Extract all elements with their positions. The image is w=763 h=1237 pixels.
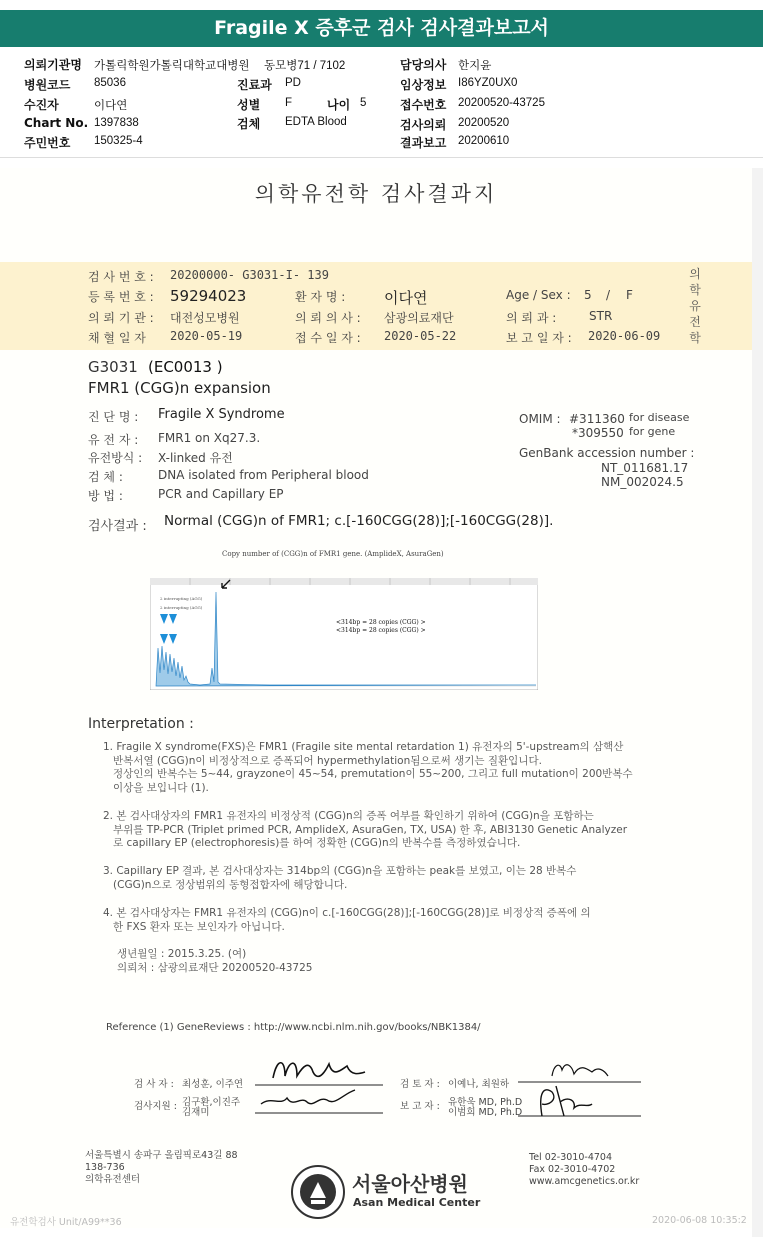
genbank1: NT_011681.17 [601, 461, 689, 475]
label-patient: 수진자 [24, 98, 59, 112]
label-clinical: 임상정보 [400, 78, 447, 92]
interrupt-label-2: 2 interrupting (AGG) [160, 605, 203, 610]
value-ward: 동모병71 / 7102 [264, 60, 346, 72]
label-age: 나이 [327, 98, 351, 112]
test-name: FMR1 (CGG)n expansion [88, 379, 271, 397]
document-title: 의학유전학 검사결과지 [254, 182, 498, 206]
tester2-label: 검사지원 : [134, 1101, 177, 1112]
age-value: 5 [584, 288, 592, 302]
electropherogram [150, 578, 538, 690]
reviewer-label: 검 토 자 : [400, 1079, 440, 1090]
value-request: 20200520 [458, 117, 510, 129]
label-rrn: 주민번호 [24, 136, 71, 150]
method-label: 방 법 : [88, 489, 123, 503]
tester2-names: 김구환,이진주 김재미 [182, 1097, 241, 1118]
hospital-logo [290, 1164, 346, 1220]
value-receipt: 20200520-43725 [458, 97, 545, 109]
chart-ruler [150, 578, 538, 585]
test-no-label: 검 사 번 호 : [88, 270, 154, 284]
interp-2: 2. 본 검사대상자의 FMR1 유전자의 비정상적 (CGG)n의 증폭 여부를 확인하기 위하여 (CGG)n을 포함하는 부위를 TP-PCR (Triplet primed PCR, AmplideX, AsuraGen, TX, USA) 한 후, ABI3130 Genetic Analyzer 로 capillary EP (electrophoresis)를 하여 정확한 (CGG)n의 반복수를 측정하였습니다. [103, 810, 628, 849]
label-dept: 진료과 [237, 78, 272, 92]
agesex-label: Age / Sex : [506, 288, 571, 302]
tester-names: 최성훈, 이주연 [182, 1079, 244, 1090]
footer-left: 유전학검사 Unit/A99**36 [10, 1217, 122, 1228]
interp-4: 4. 본 검사대상자는 FMR1 유전자의 (CGG)n이 c.[-160CGG(28)];[-160CGG(28)]로 비정상적 증폭에 의 한 FXS 환자 또는 보인자가 아닙니다. [103, 907, 591, 933]
result-value: Normal (CGG)n of FMR1; c.[-160CGG(28)];[-160CGG(28)]. [164, 513, 554, 529]
dx-value: Fragile X Syndrome [158, 407, 285, 422]
value-age: 5 [360, 97, 367, 109]
label-chart-no: Chart No. [24, 116, 89, 130]
interp-title: Interpretation : [88, 716, 194, 732]
label-hospital-code: 병원코드 [24, 78, 71, 92]
chart-frame [150, 578, 538, 690]
test-code2: (EC0013 ) [148, 358, 223, 376]
birth-line: 생년월일 : 2015.3.25. (여) [117, 948, 247, 960]
report-date: 2020-06-09 [588, 329, 661, 343]
hospital-name-kr: 서울아산병원 [352, 1172, 468, 1196]
footer-right: 2020-06-08 10:35:2 [652, 1215, 747, 1226]
chart-note-1: <314bp = 28 copies (CGG) > [336, 619, 426, 626]
reference: Reference (1) GeneReviews : http://www.ncbi.nlm.nih.gov/books/NBK1384/ [106, 1022, 481, 1033]
label-receipt: 접수번호 [400, 98, 447, 112]
omim2-note: for gene [629, 425, 676, 438]
requester-value: 삼광의료재단 [384, 311, 454, 325]
reg-no: 59294023 [170, 287, 247, 305]
interp-3: 3. Capillary EP 결과, 본 검사대상자는 314bp의 (CGG)n을 포함하는 peak를 보였고, 이는 28 반복수 (CGG)n으로 정상범위의 동형접합자에 해당합니다. [103, 865, 577, 891]
label-request: 검사의뢰 [400, 118, 447, 132]
omim-label: OMIM : [519, 412, 561, 426]
patient-label: 환 자 명 : [295, 290, 346, 304]
value-hospital-code: 85036 [94, 77, 126, 89]
inst-value: 대전성모병원 [170, 311, 240, 325]
test-code: G3031 [88, 358, 138, 376]
reg-no-label: 등 록 번 호 : [88, 290, 154, 304]
hospital-name-en: Asan Medical Center [353, 1196, 481, 1209]
specimen-value: DNA isolated from Peripheral blood [158, 468, 369, 482]
requester-label: 의 뢰 의 사 : [295, 311, 361, 325]
inherit-label: 유전방식 : [88, 451, 143, 465]
inherit-value: X-linked 유전 [158, 451, 233, 465]
value-dept: PD [285, 77, 301, 89]
divider [0, 157, 763, 158]
chart-caption: Copy number of (CGG)n of FMR1 gene. (AmplideX, AsuraGen) [222, 550, 444, 558]
chart-note-2: <314bp = 28 copies (CGG) > [336, 627, 426, 634]
omim2: *309550 [572, 426, 624, 440]
address: 서울특별시 송파구 올림픽로43길 88 138-736 의학유전센터 [85, 1150, 238, 1185]
recv-date-label: 접 수 일 자 : [295, 331, 361, 345]
result-label: 검사결과 : [88, 519, 147, 534]
reporter-signature [518, 1082, 643, 1120]
inst-label: 의 뢰 기 관 : [88, 311, 154, 325]
recv-date: 2020-05-22 [384, 329, 457, 343]
report-header: Fragile X 증후군 검사 검사결과보고서 [0, 10, 763, 47]
tester-label: 검 사 자 : [134, 1079, 174, 1090]
dept-value: STR [589, 309, 613, 323]
label-report-date: 결과보고 [400, 136, 447, 150]
page-edge [752, 168, 763, 1237]
vertical-label: 의 학 유 전 학 [689, 267, 701, 345]
tester2-signature [255, 1088, 385, 1118]
value-sex: F [285, 97, 293, 109]
fax: Fax 02-3010-4702 [529, 1164, 616, 1175]
method-value: PCR and Capillary EP [158, 487, 284, 501]
label-specimen: 검체 [237, 117, 261, 131]
test-no: 20200000- G3031-I- 139 [170, 268, 329, 282]
reporter-label: 보 고 자 : [400, 1101, 440, 1112]
dx-label: 진 단 명 : [88, 410, 139, 424]
value-clinical: I86YZ0UX0 [458, 77, 518, 89]
reviewer-names: 이예나, 최원하 [448, 1079, 510, 1090]
omim1: #311360 [569, 412, 625, 426]
value-doctor: 한지윤 [458, 60, 492, 72]
value-specimen: EDTA Blood [285, 116, 347, 128]
value-rrn: 150325-4 [94, 135, 143, 147]
blood-date: 2020-05-19 [170, 329, 243, 343]
interrupt-label-1: 2 interrupting (AGG) [160, 596, 203, 601]
specimen-label: 검 체 : [88, 470, 123, 484]
tel: Tel 02-3010-4704 [529, 1152, 612, 1163]
genbank-label: GenBank accession number : [519, 446, 695, 460]
sex-slash: / [606, 288, 611, 302]
genbank2: NM_002024.5 [601, 475, 684, 489]
sex-value: F [626, 288, 633, 302]
reporter-names: 유한욱 MD, Ph.D 이범희 MD, Ph.D [448, 1097, 523, 1118]
blood-date-label: 채 혈 일 자 [88, 331, 146, 345]
value-patient: 이다연 [94, 100, 128, 112]
patient-name: 이다연 [384, 289, 428, 307]
gene-value: FMR1 on Xq27.3. [158, 431, 261, 445]
value-report-date: 20200610 [458, 135, 510, 147]
website: www.amcgenetics.or.kr [529, 1176, 640, 1187]
label-sex: 성별 [237, 98, 261, 112]
label-doctor: 담당의사 [400, 58, 447, 72]
interp-1: 1. Fragile X syndrome(FXS)은 FMR1 (Fragile site mental retardation 1) 유전자의 5'-upstream의 삼핵산 반복서열 (CGG)n이 비정상적으로 증폭되어 hypermethylation됨으로써 생기는 질환입니다. 정상인의 반복수는 5~44, grayzone이 45~54, premutation이 55~200, 그리고 full mutation이 200반복수 이상을 보입니다 (1). [103, 741, 633, 794]
label-institution: 의뢰기관명 [24, 58, 82, 72]
summary-info [0, 0, 763, 160]
dept-label: 의 뢰 과 : [506, 311, 557, 325]
omim1-note: for disease [629, 411, 690, 424]
gene-label: 유 전 자 : [88, 433, 139, 447]
requester-line: 의뢰처 : 삼광의료재단 20200520-43725 [117, 962, 313, 974]
report-date-label: 보 고 일 자 : [506, 331, 572, 345]
value-institution: 가톨릭학원가톨릭대학교대병원 [94, 60, 250, 72]
value-chart-no: 1397838 [94, 117, 139, 129]
